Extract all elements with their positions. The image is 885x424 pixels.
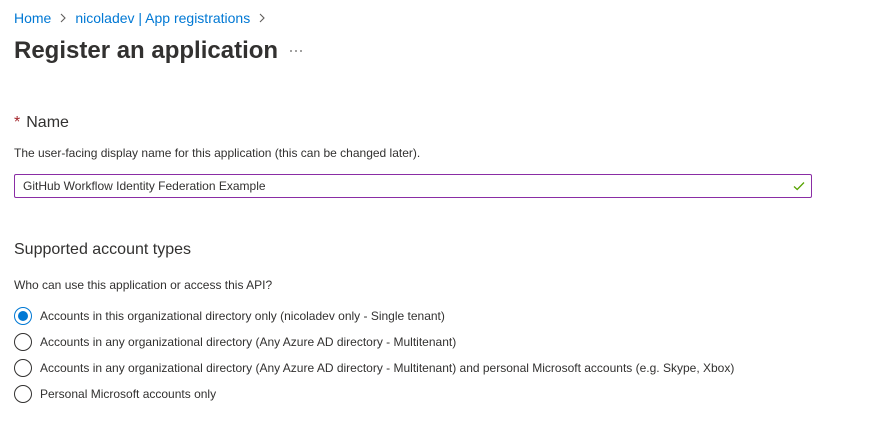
chevron-right-icon (57, 9, 71, 27)
name-field (14, 174, 812, 198)
radio-label: Personal Microsoft accounts only (40, 387, 217, 401)
radio-label: Accounts in this organizational directory only (nicoladev only - Single tenant) (40, 309, 445, 323)
more-options-button[interactable] (287, 42, 305, 60)
radio-option-multitenant-personal[interactable] (14, 355, 734, 381)
name-help-text: The user-facing display name for this application (this can be changed later). (14, 146, 421, 160)
radio-label: Accounts in any organizational directory (Any Azure AD directory - Multitenant) and personal Microsoft accounts (e.g. Skype, Xbox) (40, 361, 735, 375)
breadcrumb-app-registrations-link[interactable]: nicoladev | App registrations (75, 10, 251, 26)
radio-button-checked[interactable] (14, 307, 32, 325)
check-icon (793, 180, 805, 192)
name-label (14, 113, 69, 133)
account-types-radio-group (14, 303, 734, 407)
breadcrumb-home-link[interactable]: Home (14, 10, 52, 26)
more-ellipsis-icon (287, 42, 305, 60)
account-types-question: Who can use this application or access this API? (14, 278, 273, 292)
required-marker: * (14, 114, 21, 131)
radio-label: Accounts in any organizational directory (Any Azure AD directory - Multitenant) (40, 335, 457, 349)
radio-option-personal-only[interactable] (14, 381, 734, 407)
radio-button[interactable] (14, 359, 32, 377)
chevron-right-icon (256, 9, 270, 27)
breadcrumb (14, 9, 274, 27)
page-title: Register an application (14, 37, 279, 64)
name-label-text: Name (26, 114, 69, 131)
radio-button[interactable] (14, 385, 32, 403)
radio-option-multitenant[interactable] (14, 329, 734, 355)
radio-button[interactable] (14, 333, 32, 351)
name-input[interactable] (15, 175, 785, 197)
radio-option-single-tenant[interactable] (14, 303, 734, 329)
account-types-heading: Supported account types (14, 241, 192, 258)
